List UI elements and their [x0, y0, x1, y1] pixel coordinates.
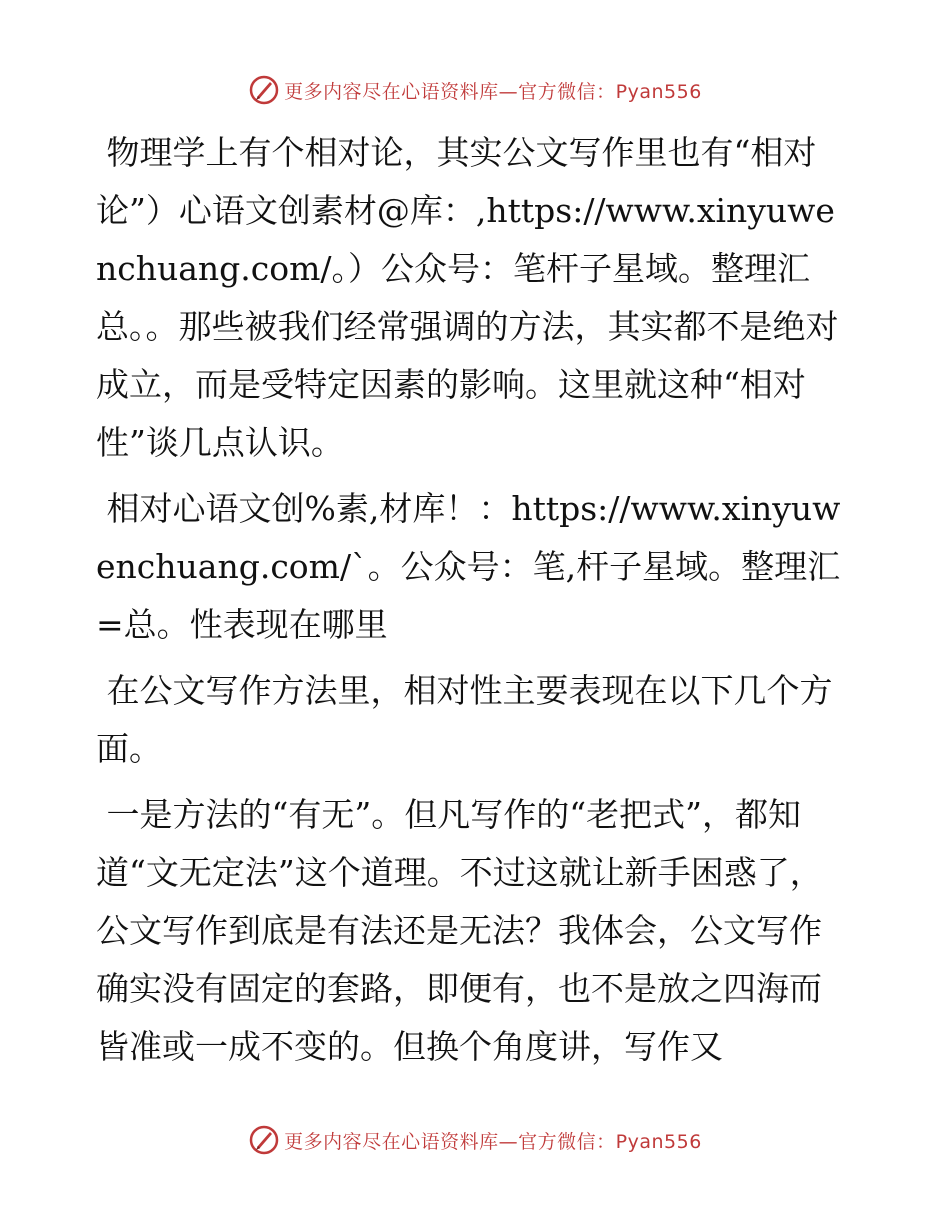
quill-pen-logo-icon	[248, 74, 280, 106]
header-banner-text: 更多内容尽在心语资料库—官方微信：Pyan556	[284, 80, 702, 103]
paragraph-heading-relativity: 相对心语文创%素,材库！：https://www.xinyuwenchuang.com/`。公众号：笔,杆子星域。整理汇=总。性表现在哪里	[96, 489, 841, 644]
footer-banner	[0, 1120, 950, 1160]
header-banner	[0, 70, 950, 110]
paragraph-point-one: 一是方法的“有无”。但凡写作的“老把式”，都知道“文无定法”这个道理。不过这就让新手困惑了，公文写作到底是有法还是无法？我体会，公文写作确实没有固定的套路，即便有，也不是放之四海而皆准或一成不变的。但换个角度讲，写作又	[96, 795, 823, 1066]
quill-pen-logo-icon	[248, 1124, 280, 1156]
paragraph-aspects: 在公文写作方法里，相对性主要表现在以下几个方面。	[96, 671, 833, 768]
footer-banner-text: 更多内容尽在心语资料库—官方微信：Pyan556	[284, 1130, 702, 1153]
document-body	[96, 124, 852, 1084]
paragraph-intro: 物理学上有个相对论，其实公文写作里也有“相对论”）心语文创素材@库：,https://www.xinyuwenchuang.com/。）公众号：笔杆子星域。整理汇总。。那些被我们经常强调的方法，其实都不是绝对成立，而是受特定因素的影响。这里就这种“相对性”谈几点认识。	[96, 133, 839, 462]
